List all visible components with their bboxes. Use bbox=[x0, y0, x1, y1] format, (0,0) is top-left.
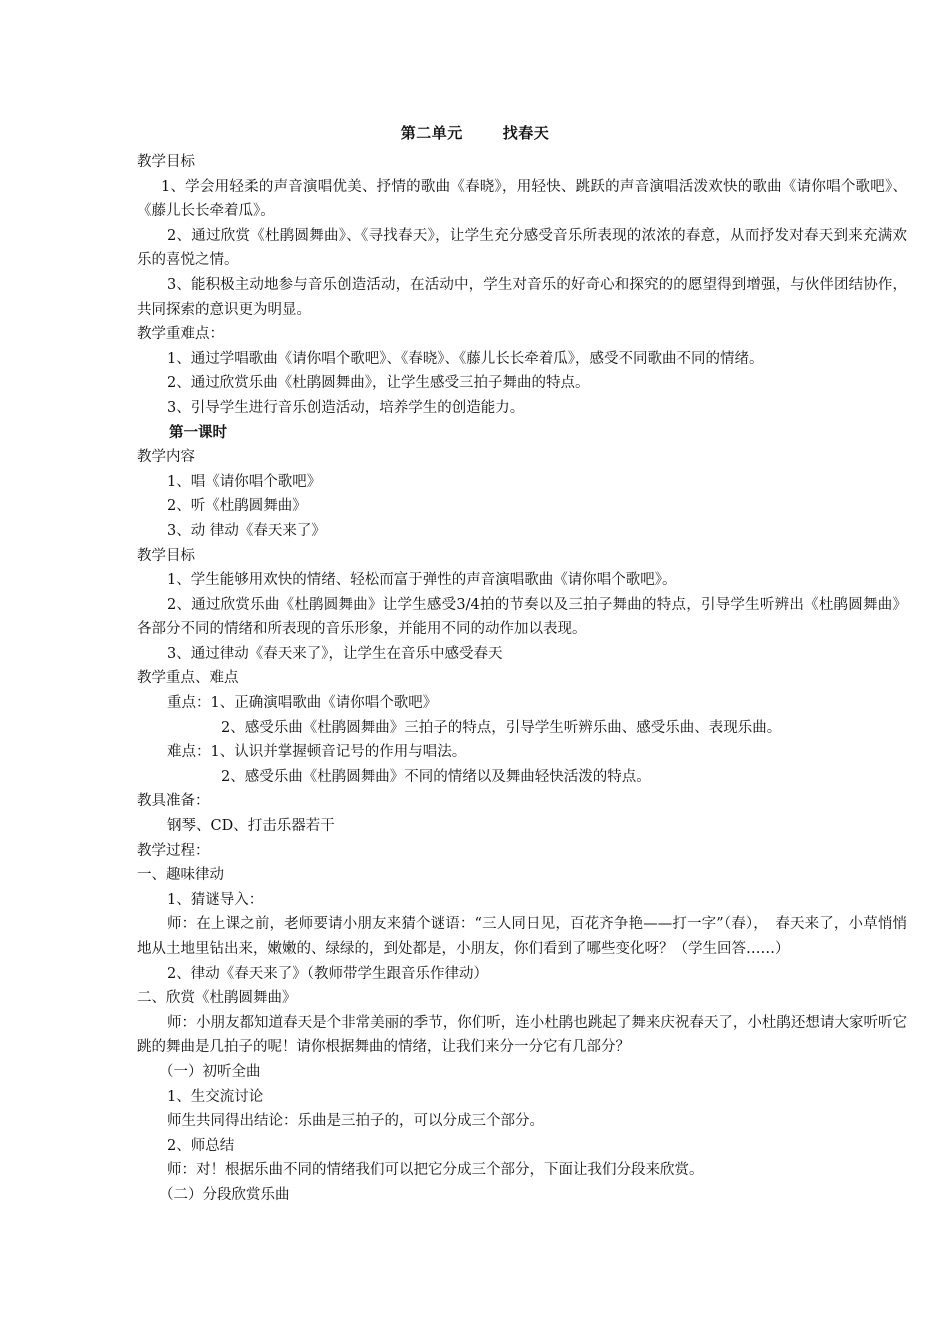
title-unit: 第二单元 bbox=[400, 124, 463, 142]
section-heading: 教学重点、难点 bbox=[137, 670, 239, 687]
section-heading: 教学重难点： bbox=[137, 326, 224, 343]
paragraph: 师：在上课之前，老师要请小朋友来猜个谜语：“三人同日见，百花齐争艳——打一字”（春）， 春天来了，小草悄悄地从土地里钻出来，嫩嫩的、绿绿的，到处都是，小朋友，你们看到了哪些变化呀？（学生回答……） bbox=[137, 916, 907, 957]
list-item: 师：对！根据乐曲不同的情绪我们可以把它分成三个部分，下面让我们分段来欣赏。 bbox=[167, 1162, 704, 1179]
section-heading: 教学目标 bbox=[137, 154, 195, 170]
list-item: 1、生交流讨论 bbox=[167, 1088, 264, 1105]
list-item: 2、律动《春天来了》（教师带学生跟音乐作律动） bbox=[167, 965, 488, 982]
list-item: 难点：1、认识并掌握顿音记号的作用与唱法。 bbox=[167, 744, 467, 761]
section-heading: 一、趣味律动 bbox=[137, 867, 224, 884]
list-item: 3、引导学生进行音乐创造活动，培养学生的创造能力。 bbox=[167, 399, 525, 416]
list-item: 1、通过学唱歌曲《请你唱个歌吧》、《春晓》、《藤儿长长牵着瓜》，感受不同歌曲不同的情绪。 bbox=[167, 350, 764, 367]
paragraph: 师：小朋友都知道春天是个非常美丽的季节，你们听，连小杜鹃也跳起了舞来庆祝春天了，小杜鹃还想请大家听听它跳的舞曲是几拍子的呢！请你根据舞曲的情绪，让我们来分一分它有几部分？ bbox=[137, 1014, 907, 1056]
list-item: 1、猜谜导入： bbox=[167, 891, 264, 908]
list-item: 2、感受乐曲《杜鹃圆舞曲》三拍子的特点，引导学生听辨乐曲、感受乐曲、表现乐曲。 bbox=[221, 719, 782, 736]
list-item: 1、唱《请你唱个歌吧》 bbox=[167, 473, 322, 490]
subsection-heading: （二）分段欣赏乐曲 bbox=[159, 1186, 290, 1203]
lesson-heading: 第一课时 bbox=[169, 423, 227, 441]
list-item: 2、师总结 bbox=[167, 1137, 235, 1154]
list-item: 1、学生能够用欢快的情绪、轻松而富于弹性的声音演唱歌曲《请你唱个歌吧》。 bbox=[167, 572, 677, 589]
list-item: 2、听《杜鹃圆舞曲》 bbox=[167, 498, 307, 515]
list-item: 重点：1、正确演唱歌曲《请你唱个歌吧》 bbox=[167, 695, 438, 712]
section-heading: 教具准备： bbox=[137, 793, 210, 810]
section-heading: 教学目标 bbox=[137, 547, 195, 564]
list-item: 2、感受乐曲《杜鹃圆舞曲》不同的情绪以及舞曲轻快活泼的特点。 bbox=[221, 768, 651, 785]
page-title bbox=[0, 122, 950, 143]
list-item: 师生共同得出结论：乐曲是三拍子的，可以分成三个部分。 bbox=[167, 1113, 544, 1130]
title-topic: 找春天 bbox=[502, 124, 550, 142]
subsection-heading: （一）初听全曲 bbox=[159, 1063, 261, 1080]
paragraph: 3、能积极主动地参与音乐创造活动，在活动中，学生对音乐的好奇心和探究的的愿望得到增强，与伙伴团结协作，共同探索的意识更为明显。 bbox=[137, 276, 907, 318]
list-item: 3、动 律动《春天来了》 bbox=[167, 522, 326, 539]
section-heading: 教学内容 bbox=[137, 449, 195, 466]
list-item: 3、通过律动《春天来了》，让学生在音乐中感受春天 bbox=[167, 645, 503, 662]
section-heading: 教学过程： bbox=[137, 842, 210, 859]
list-item: 钢琴、CD、打击乐器若干 bbox=[167, 818, 335, 835]
paragraph: 1、学会用轻柔的声音演唱优美、抒情的歌曲《春晓》，用轻快、跳跃的声音演唱活泼欢快的歌曲《请你唱个歌吧》、《藤儿长长牵着瓜》。 bbox=[137, 178, 907, 220]
list-item: 2、通过欣赏乐曲《杜鹃圆舞曲》，让学生感受三拍子舞曲的特点。 bbox=[167, 375, 590, 392]
paragraph: 2、通过欣赏《杜鹃圆舞曲》、《寻找春天》，让学生充分感受音乐所表现的浓浓的春意，从而抒发对春天到来充满欢乐的喜悦之情。 bbox=[137, 227, 907, 269]
document-body bbox=[137, 150, 907, 1208]
paragraph: 2、通过欣赏乐曲《杜鹃圆舞曲》让学生感受3/4拍的节奏以及三拍子舞曲的特点，引导学生听辨出《杜鹃圆舞曲》各部分不同的情绪和所表现的音乐形象，并能用不同的动作加以表现。 bbox=[137, 596, 907, 638]
section-heading: 二、欣赏《杜鹃圆舞曲》 bbox=[137, 990, 297, 1007]
